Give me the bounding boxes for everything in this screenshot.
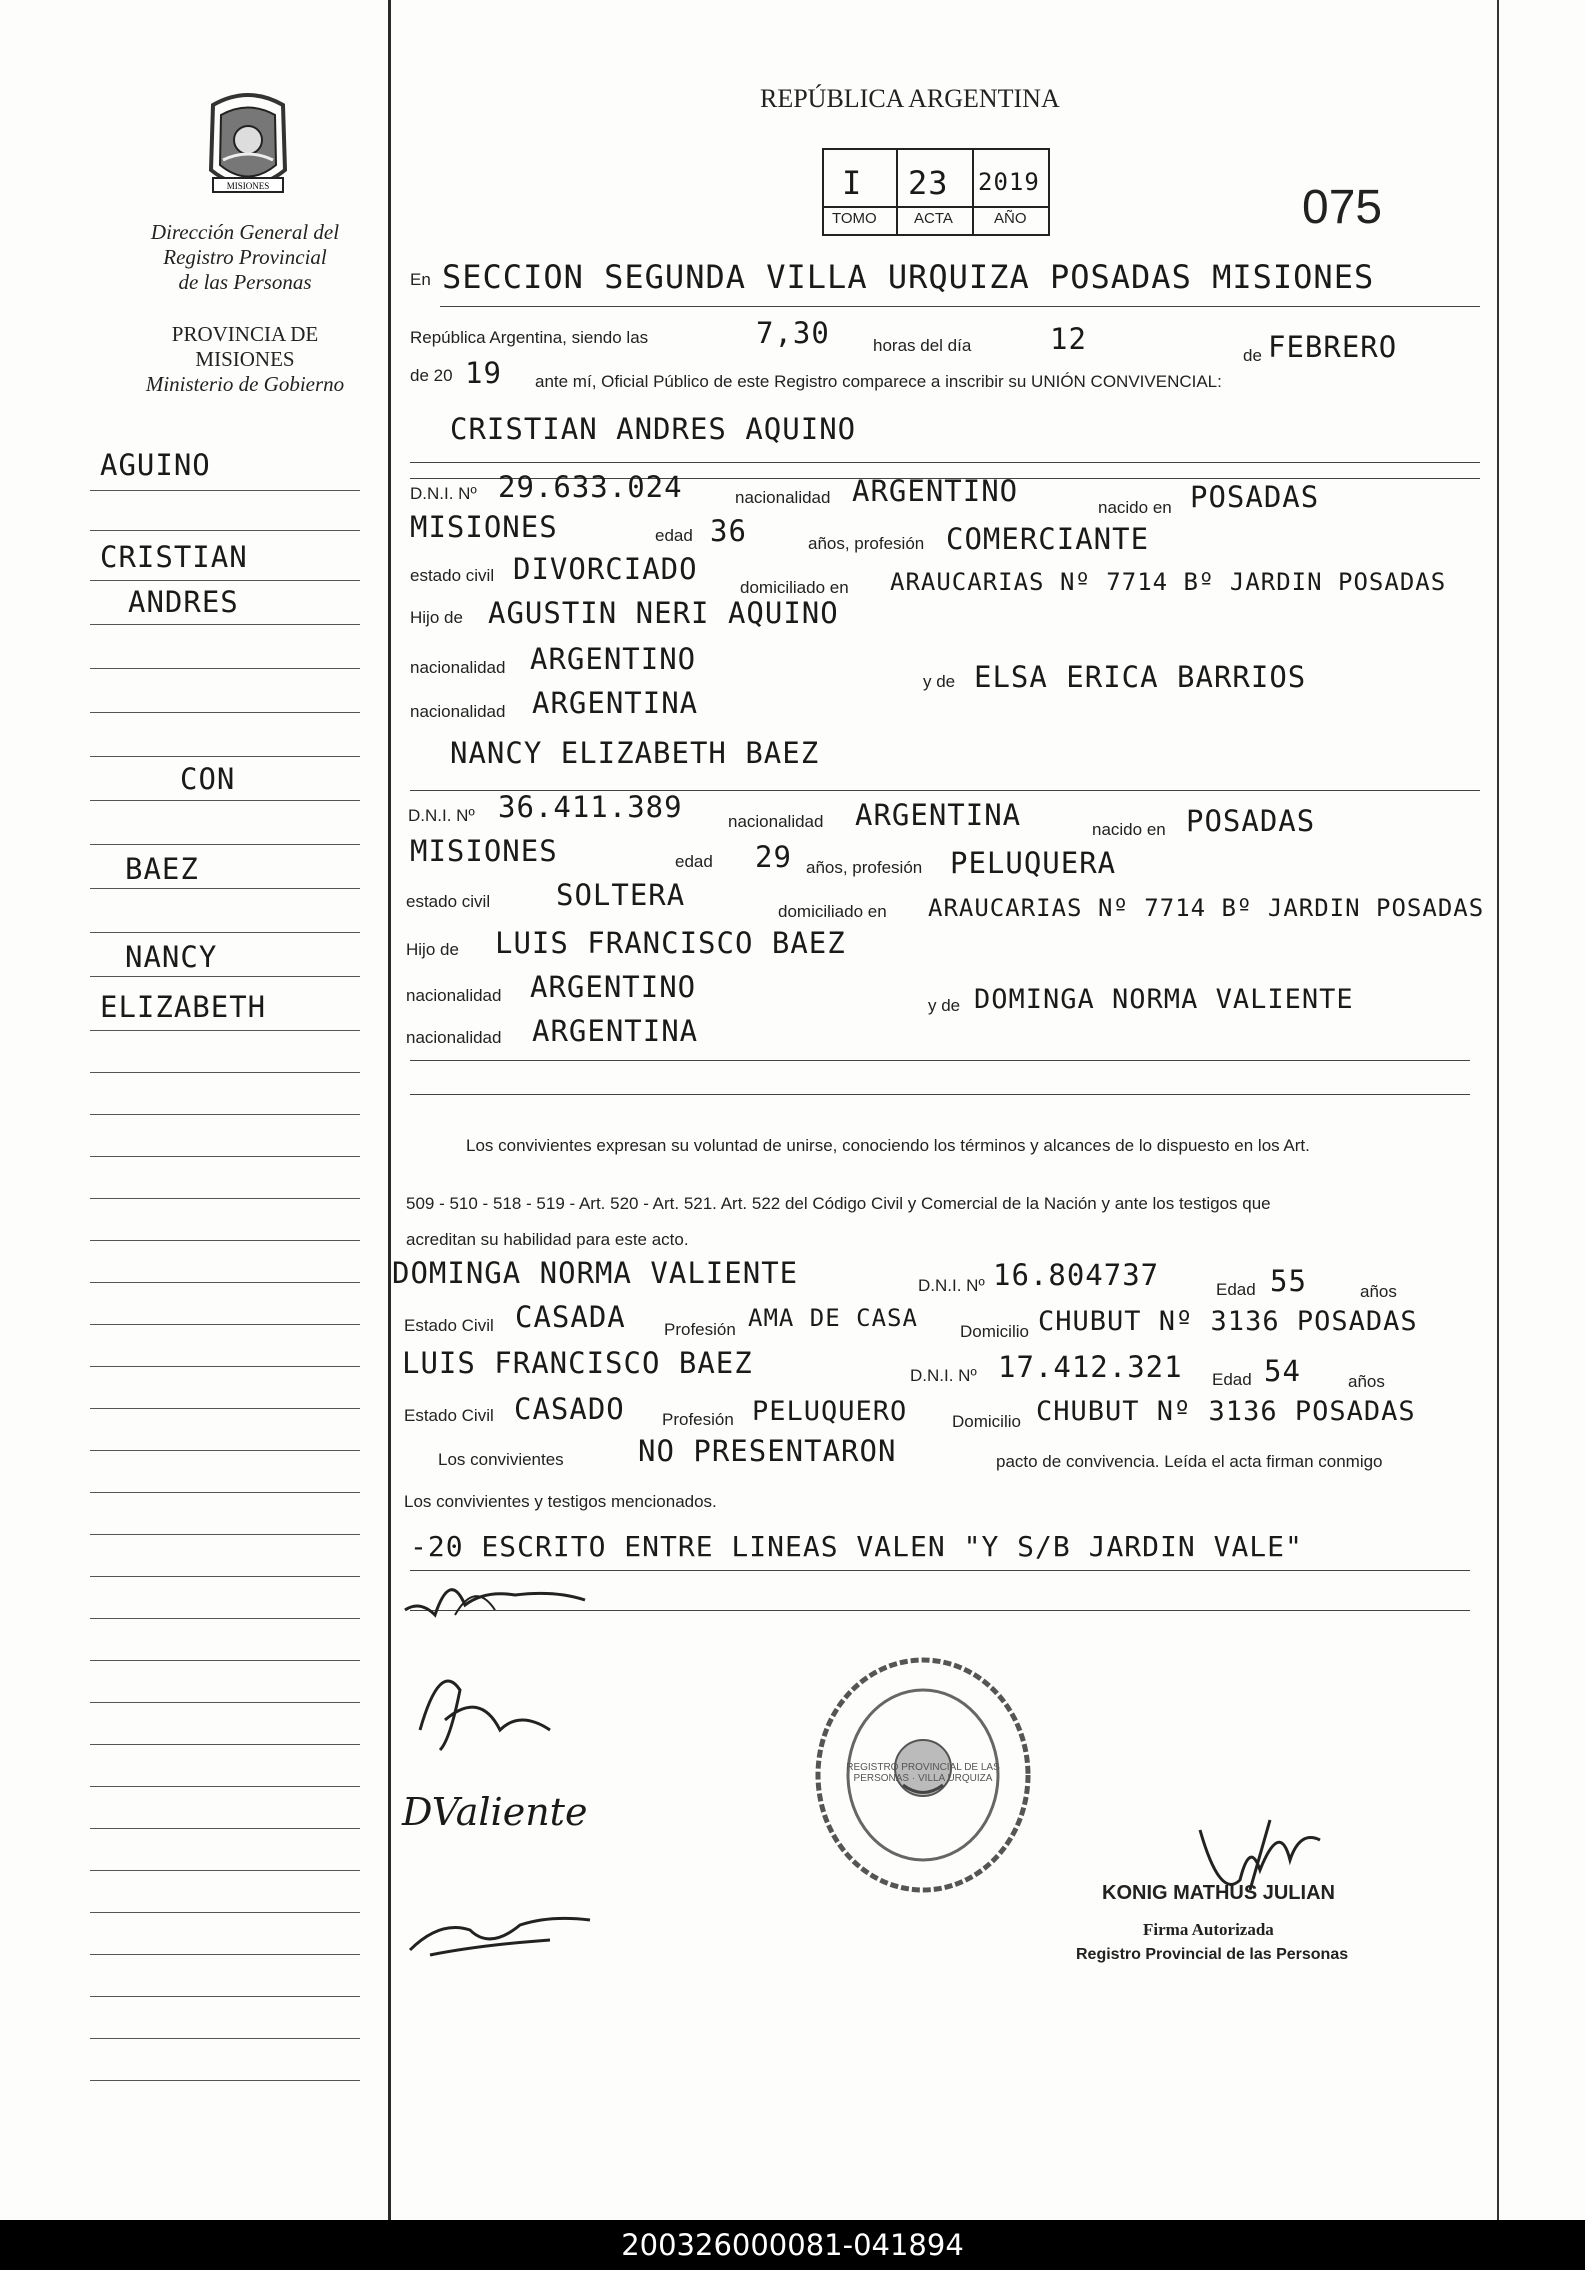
margin-connector: CON (180, 762, 236, 796)
witness1-domicilio: CHUBUT Nº 3136 POSADAS (1038, 1306, 1418, 1337)
siendo-label: República Argentina, siendo las (410, 328, 649, 347)
provincial-emblem (193, 90, 303, 205)
person1-edad: 36 (710, 514, 747, 548)
en-label: En (410, 270, 431, 289)
person1-madre-nac-label: nacionalidad (410, 702, 506, 721)
tomo-value: I (842, 164, 863, 202)
witness2-dni: 17.412.321 (998, 1350, 1183, 1384)
witness2-profesion: PELUQUERO (752, 1396, 908, 1427)
person1-dni: 29.633.024 (498, 470, 683, 504)
signature-3: DValiente (402, 1790, 588, 1834)
witness1-domicilio-label: Domicilio (960, 1322, 1029, 1341)
signature-2 (400, 1650, 560, 1760)
province-name: PROVINCIA DE MISIONES Ministerio de Gobierno (145, 322, 345, 396)
person1-nac-label: nacionalidad (735, 488, 831, 507)
person2-madre-nac-label: nacionalidad (406, 1028, 502, 1047)
person2-padre-nac: ARGENTINO (530, 970, 697, 1004)
legal-line-1: Los convivientes expresan su voluntad de unirse, conociendo los términos y alcances de lo dispuesto en los Art. (466, 1136, 1310, 1155)
witness1-estado-label: Estado Civil (404, 1316, 494, 1335)
witness2-estado: CASADO (514, 1392, 625, 1426)
witness2-name: LUIS FRANCISCO BAEZ (402, 1346, 753, 1380)
legal-line-3: acreditan su habilidad para este acto. (406, 1230, 689, 1249)
witness1-edad-label: Edad (1216, 1280, 1256, 1299)
record-reference-box (822, 148, 1052, 236)
person2-hijo-label: Hijo de (406, 940, 459, 959)
pacto-label-2: pacto de convivencia. Leída el acta firman conmigo (996, 1452, 1383, 1471)
witness1-profesion-label: Profesión (664, 1320, 736, 1339)
margin-given-name-1a: CRISTIAN (100, 540, 248, 574)
witness2-domicilio: CHUBUT Nº 3136 POSADAS (1036, 1396, 1416, 1427)
official-title: Firma Autorizada (1143, 1920, 1274, 1939)
person1-y-de-label: y de (923, 672, 956, 691)
witness1-profesion: AMA DE CASA (748, 1304, 918, 1332)
barcode-footer: 200326000081-041894 (0, 2220, 1585, 2270)
agency-name: Dirección General del Registro Provincial de las Personas (150, 220, 340, 294)
witness2-edad-label: Edad (1212, 1370, 1252, 1389)
margin-surname-1: AGUINO (100, 448, 211, 482)
ano-label: AÑO (994, 210, 1027, 227)
legal-line-2: 509 - 510 - 518 - 519 - Art. 520 - Art. 521. Art. 522 del Código Civil y Comercial de la Nación y ante los testigos que (406, 1194, 1271, 1213)
person2-edad-label: edad (675, 852, 713, 871)
hour-value: 7,30 (756, 316, 830, 350)
person1-estado-label: estado civil (410, 566, 495, 585)
margin-given-name-2b: ELIZABETH (100, 990, 267, 1024)
official-name: KONIG MATHUS JULIAN (1102, 1882, 1335, 1904)
person2-nacionalidad: ARGENTINA (855, 798, 1022, 832)
person1-estado: DIVORCIADO (513, 552, 698, 586)
person1-name: CRISTIAN ANDRES AQUINO (450, 412, 857, 446)
person1-padre-nac: ARGENTINO (530, 642, 697, 676)
day-value: 12 (1050, 322, 1087, 356)
svg-text:MISIONES: MISIONES (226, 181, 270, 191)
person2-madre-nac: ARGENTINA (532, 1014, 699, 1048)
person2-dni-label: D.N.I. Nº (408, 806, 475, 825)
acta-value: 23 (908, 164, 949, 202)
witness2-edad: 54 (1264, 1354, 1301, 1388)
person2-estado: SOLTERA (556, 878, 686, 912)
pacto-label-1: Los convivientes (438, 1450, 564, 1469)
witness2-estado-label: Estado Civil (404, 1406, 494, 1425)
person2-madre: DOMINGA NORMA VALIENTE (974, 984, 1354, 1015)
statement-text: ante mí, Oficial Público de este Registro comparece a inscribir su UNIÓN CONVIVENCIAL: (535, 372, 1222, 391)
person1-madre: ELSA ERICA BARRIOS (974, 660, 1307, 694)
person2-nac-label: nacionalidad (728, 812, 824, 831)
witness1-dni: 16.804737 (993, 1258, 1160, 1292)
country-title: REPÚBLICA ARGENTINA (760, 84, 1060, 113)
person1-domicilio: ARAUCARIAS Nº 7714 Bº JARDIN POSADAS (890, 568, 1447, 596)
signature-1 (395, 1560, 625, 1640)
marginal-note: -20 ESCRITO ENTRE LINEAS VALEN "Y S/B JARDIN VALE" (410, 1530, 1303, 1563)
person1-nacido-cont: MISIONES (410, 510, 558, 544)
person1-edad-label: edad (655, 526, 693, 545)
official-org: Registro Provincial de las Personas (1076, 1946, 1349, 1963)
witness1-estado: CASADA (515, 1300, 626, 1334)
official-seal: REGISTRO PROVINCIAL DE LAS PERSONAS · VILLA URQUIZA (808, 1650, 1038, 1900)
year-prefix: de 20 (410, 366, 453, 385)
person2-y-de-label: y de (928, 996, 961, 1015)
person1-domicilio-label: domiciliado en (740, 578, 849, 597)
margin-given-name-2a: NANCY (125, 940, 218, 974)
person1-nacionalidad: ARGENTINO (852, 474, 1019, 508)
person1-madre-nac: ARGENTINA (532, 686, 699, 720)
witness1-anos-label: años (1360, 1282, 1397, 1301)
person2-dni: 36.411.389 (498, 790, 683, 824)
year-suffix: 19 (465, 356, 502, 390)
horas-label: horas del día (873, 336, 972, 355)
folio-number: 075 (1302, 181, 1383, 234)
person1-hijo-label: Hijo de (410, 608, 463, 627)
margin-surname-2: BAEZ (125, 852, 199, 886)
person2-profesion-label: años, profesión (806, 858, 923, 877)
place-value: SECCION SEGUNDA VILLA URQUIZA POSADAS MISIONES (442, 258, 1375, 296)
person2-edad: 29 (755, 840, 792, 874)
witness2-dni-label: D.N.I. Nº (910, 1366, 977, 1385)
ano-value: 2019 (978, 168, 1040, 196)
witness2-domicilio-label: Domicilio (952, 1412, 1021, 1431)
pacto-value: NO PRESENTARON (638, 1434, 897, 1468)
person2-padre-nac-label: nacionalidad (406, 986, 502, 1005)
person1-nacido: POSADAS (1190, 480, 1320, 514)
person1-padre-nac-label: nacionalidad (410, 658, 506, 677)
left-border-line (388, 0, 391, 2220)
person1-dni-label: D.N.I. Nº (410, 484, 477, 503)
signature-4 (400, 1900, 600, 1970)
witness2-profesion-label: Profesión (662, 1410, 734, 1429)
acta-label: ACTA (914, 210, 953, 227)
witness1-name: DOMINGA NORMA VALIENTE (392, 1256, 799, 1290)
de-label: de (1243, 346, 1262, 365)
person2-domicilio: ARAUCARIAS Nº 7714 Bº JARDIN POSADAS (928, 894, 1485, 922)
left-margin-panel (0, 0, 388, 2220)
right-border-line (1497, 0, 1499, 2220)
person2-nacido-cont: MISIONES (410, 834, 558, 868)
person2-padre: LUIS FRANCISCO BAEZ (495, 926, 846, 960)
witness1-dni-label: D.N.I. Nº (918, 1276, 985, 1295)
person1-nacido-label: nacido en (1098, 498, 1172, 517)
person2-domicilio-label: domiciliado en (778, 902, 887, 921)
witness2-anos-label: años (1348, 1372, 1385, 1391)
person1-profesion-label: años, profesión (808, 534, 925, 553)
person2-estado-label: estado civil (406, 892, 491, 911)
person2-name: NANCY ELIZABETH BAEZ (450, 736, 820, 770)
testigos-line: Los convivientes y testigos mencionados. (404, 1492, 717, 1511)
person2-nacido: POSADAS (1186, 804, 1316, 838)
month-value: FEBRERO (1268, 330, 1398, 364)
margin-given-name-1b: ANDRES (128, 585, 239, 619)
person1-profesion: COMERCIANTE (946, 522, 1150, 556)
tomo-label: TOMO (832, 210, 877, 227)
person2-nacido-label: nacido en (1092, 820, 1166, 839)
person1-padre: AGUSTIN NERI AQUINO (488, 596, 839, 630)
witness1-edad: 55 (1270, 1264, 1307, 1298)
person2-profesion: PELUQUERA (950, 846, 1117, 880)
